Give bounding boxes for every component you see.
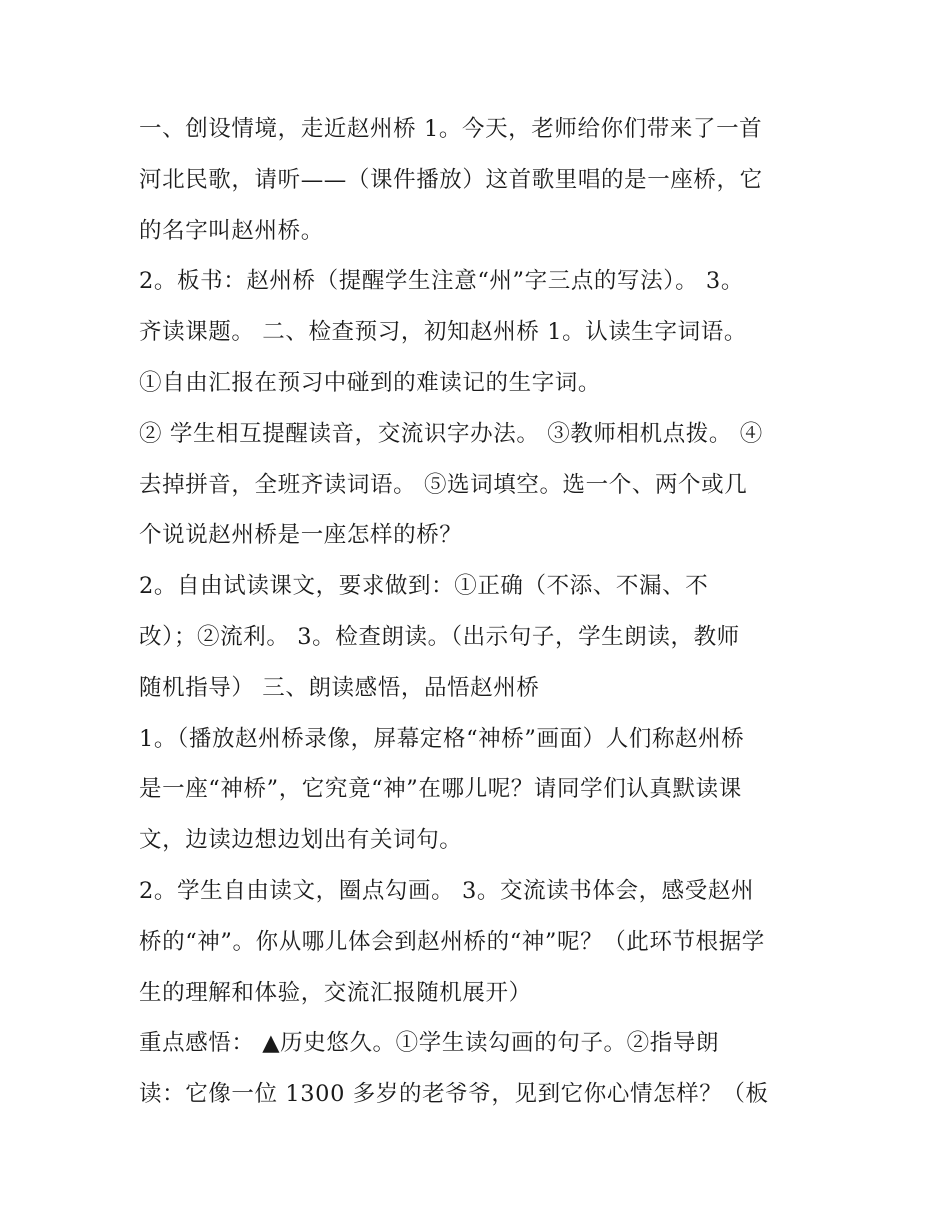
text-line: 改）；②流利。 3。检查朗读。（出示句子，学生朗读，教师: [139, 623, 740, 650]
text-line: ①自由汇报在预习中碰到的难读记的生字词。: [139, 369, 602, 396]
text-line: 去掉拼音，全班齐读词语。 ⑤选词填空。选一个、两个或几: [139, 471, 748, 498]
text-line: ② 学生相互提醒读音，交流识字办法。 ③教师相机点拨。 ④: [139, 420, 763, 447]
text-line: 生的理解和体验，交流汇报随机展开）: [139, 979, 532, 1006]
text-line: 是一座“神桥”，它究竟“神”在哪儿呢？请同学们认真默读课: [139, 776, 742, 803]
text-line: 河北民歌，请听——（课件播放）这首歌里唱的是一座桥，它: [139, 166, 763, 193]
text-line: 个说说赵州桥是一座怎样的桥？: [139, 522, 463, 549]
text-line: 随机指导） 三、朗读感悟，品悟赵州桥: [139, 674, 540, 701]
text-line: 2。板书：赵州桥（提醒学生注意“州”字三点的写法）。 3。: [139, 268, 744, 295]
text-line: 的名字叫赵州桥。: [139, 217, 324, 244]
text-line: 2。学生自由读文，圈点勾画。 3。交流读书体会，感受赵州: [139, 877, 755, 904]
text-line: 齐读课题。 二、检查预习，初知赵州桥 1。认读生字词语。: [139, 319, 747, 346]
document-body: [139, 104, 819, 1120]
text-line: 一、创设情境，走近赵州桥 1。今天，老师给你们带来了一首: [139, 116, 763, 142]
text-line: 桥的“神”。你从哪儿体会到赵州桥的“神”呢？（此环节根据学: [139, 928, 765, 955]
text-line: 重点感悟： ▲历史悠久。①学生读勾画的句子。②指导朗: [139, 1030, 720, 1057]
text-line: 文，边读边想边划出有关词句。: [139, 827, 463, 854]
text-line: 1。（播放赵州桥录像，屏幕定格“神桥”画面）人们称赵州桥: [139, 725, 745, 752]
text-line: 读：它像一位 1300 多岁的老爷爷，见到它你心情怎样？（板: [139, 1081, 769, 1108]
text-line: 2。自由试读课文，要求做到：①正确（不添、不漏、不: [139, 573, 709, 600]
